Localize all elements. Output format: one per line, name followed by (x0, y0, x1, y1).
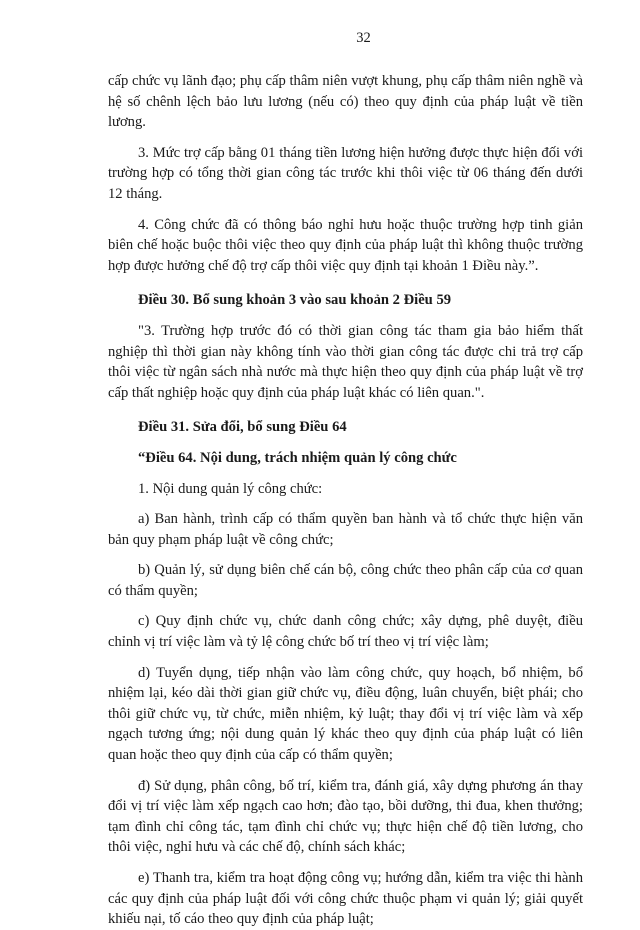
paragraph-item-b: b) Quản lý, sử dụng biên chế cán bộ, công chức theo phân cấp của cơ quan có thẩm quyền; (108, 562, 583, 599)
article-31-heading: Điều 31. Sửa đổi, bổ sung Điều 64 (138, 419, 347, 436)
paragraph-article-30-body: "3. Trường hợp trước đó có thời gian công tác tham gia bảo hiểm thất nghiệp thì thời gian này không tính vào thời gian công tác được chi trả trợ cấp thôi việc từ ngân sách nhà nước mà thực hiện theo quy định của pháp luật về trợ cấp thất nghiệp hoặc quy định của pháp luật khác có liên quan.". (108, 322, 583, 401)
paragraph-clause-4: 4. Công chức đã có thông báo nghỉ hưu hoặc thuộc trường hợp tinh giản biên chế hoặc buộc thôi việc theo quy định của pháp luật thì không thuộc trường hợp được hưởng chế độ trợ cấp thôi việc quy định tại khoản 1 Điều này.”. (108, 216, 583, 274)
paragraph-management-content: 1. Nội dung quản lý công chức: (138, 480, 323, 497)
paragraph-clause-3: 3. Mức trợ cấp bằng 01 tháng tiền lương hiện hưởng được thực hiện đối với trường hợp có tổng thời gian công tác trước khi thôi việc từ 06 tháng đến dưới 12 tháng. (108, 144, 583, 202)
paragraph-continuation: cấp chức vụ lãnh đạo; phụ cấp thâm niên vượt khung, phụ cấp thâm niên nghề và hệ số chênh lệch bảo lưu lương (nếu có) theo quy định của pháp luật về tiền lương. (108, 73, 583, 131)
paragraph-item-dd: đ) Sử dụng, phân công, bố trí, kiểm tra, đánh giá, xây dựng phương án thay đổi vị trí việc làm xếp ngạch cao hơn; đào tạo, bồi dưỡng, thi đua, khen thưởng; tạm đình chỉ công tác, tạm đình chỉ chức vụ; thực hiện chế độ tiền lương, cho thôi việc, nghỉ hưu và các chế độ, chính sách khác; (108, 777, 583, 856)
article-64-heading: “Điều 64. Nội dung, trách nhiệm quản lý công chức (138, 449, 457, 466)
paragraph-item-e: e) Thanh tra, kiểm tra hoạt động công vụ; hướng dẫn, kiểm tra việc thi hành các quy định của pháp luật đối với công chức thuộc phạm vi quản lý; giải quyết khiếu nại, tố cáo theo quy định của pháp luật; (108, 870, 583, 928)
page-number: 32 (356, 30, 371, 46)
paragraph-item-d: d) Tuyển dụng, tiếp nhận vào làm công chức, quy hoạch, bổ nhiệm, bổ nhiệm lại, kéo dài thời gian giữ chức vụ, điều động, luân chuyển, biệt phái; cho thôi giữ chức vụ, từ chức, miễn nhiệm, kỷ luật; thay đổi vị trí việc làm và xếp ngạch tương ứng; nội dung quản lý khác theo quy định của pháp luật có liên quan hoặc theo quy định của cấp có thẩm quyền; (108, 664, 583, 764)
paragraph-item-c: c) Quy định chức vụ, chức danh công chức; xây dựng, phê duyệt, điều chỉnh vị trí việc làm và tỷ lệ công chức bố trí theo vị trí việc làm; (108, 613, 583, 651)
article-30-heading: Điều 30. Bổ sung khoản 3 vào sau khoản 2 Điều 59 (138, 292, 452, 309)
paragraph-item-a: a) Ban hành, trình cấp có thẩm quyền ban hành và tổ chức thực hiện văn bản quy phạm pháp luật về công chức; (108, 511, 583, 548)
